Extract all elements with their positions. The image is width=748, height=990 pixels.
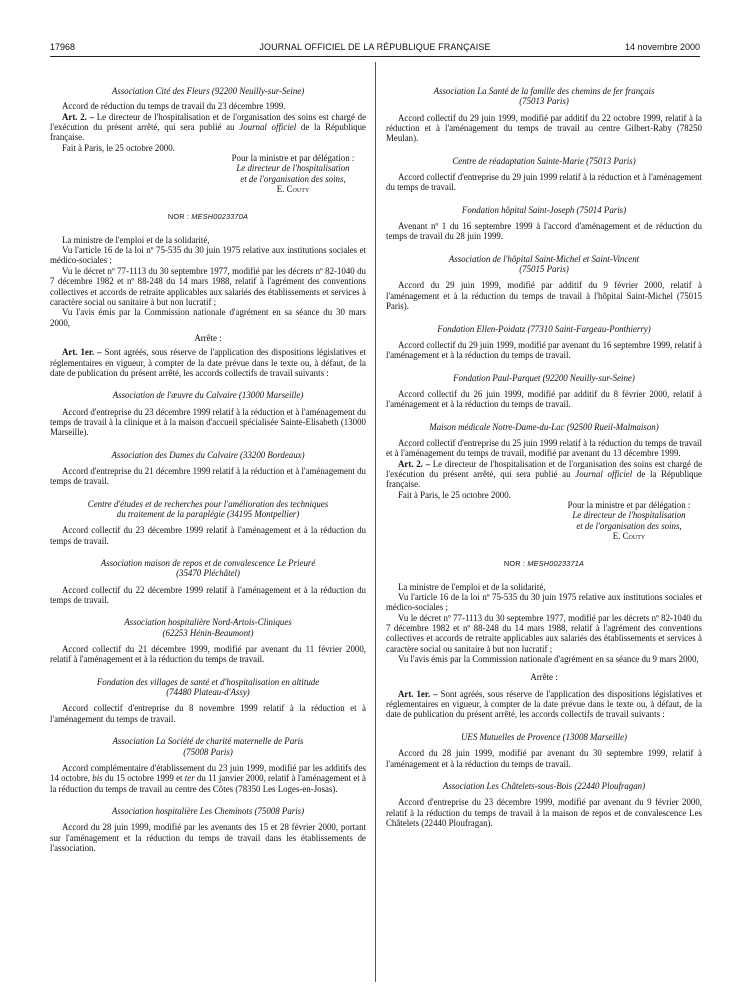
org-heading-line: (74480 Plateau-d'Assy) bbox=[166, 687, 250, 698]
org-heading: Fondation Ellen-Poidatz (77310 Saint-Fargeau-Ponthierry) bbox=[437, 323, 651, 334]
accord-text: Accord collectif du 29 juin 1999, modifié par avenant du 16 septembre 1999, relatif à l'aménagement et à la réduction du temps de travail. bbox=[386, 339, 702, 361]
nor-reference bbox=[386, 559, 702, 569]
arrete-heading: Arrête : bbox=[530, 672, 558, 683]
org-heading-line: (35470 Pléchâtel) bbox=[176, 568, 240, 579]
org-heading-line: Association La Société de charité maternelle de Paris bbox=[112, 736, 304, 747]
accord-text: Accord collectif du 26 juin 1999, modifié par additif du 8 février 2000, relatif à l'aménagement et à la réduction du temps de travail. bbox=[386, 388, 702, 410]
org-heading: Fondation Paul-Parquet (92200 Neuilly-sur-Seine) bbox=[453, 372, 635, 383]
org-heading: Fondation hôpital Saint-Joseph (75014 Paris) bbox=[461, 204, 627, 215]
nor-label: NOR : bbox=[167, 212, 192, 222]
signature-line: Pour la ministre et par délégation : bbox=[231, 153, 355, 164]
signatory-name: E. Couty bbox=[612, 531, 646, 541]
article-label: Art. 2. – bbox=[398, 458, 431, 469]
signature-line: Le directeur de l'hospitalisation bbox=[572, 510, 686, 521]
page-number: 17968 bbox=[50, 42, 76, 52]
org-heading-line: Centre d'études et de recherches pour l'amélioration des techniques bbox=[87, 498, 329, 509]
accord-text: Accord collectif d'entreprise du 8 novembre 1999 relatif à la réduction et à l'aménagement du temps de travail. bbox=[50, 703, 366, 724]
accord-text: Accord du 29 juin 1999, modifié par additif du 9 février 2000, relatif à l'aménagement et à la réduction du temps de travail à l'hôpital Saint-Michel (75015 Paris). bbox=[386, 280, 702, 312]
org-heading-line: Association La Santé de la famille des chemins de fer français bbox=[433, 86, 655, 96]
accord-text-part: du 11 janvier 2000, relatif à l'aménagement et à la réduction du temps de travail au centre des Côtes (78350 Les Loges-en-Josas). bbox=[50, 773, 366, 794]
org-heading: Maison médicale Notre-Dame-du-Lac (92500 Rueil-Malmaison) bbox=[429, 421, 659, 432]
org-heading: Association des Dames du Calvaire (33200 Bordeaux) bbox=[111, 449, 305, 460]
signature-block bbox=[556, 500, 702, 541]
signature-line: et de l'organisation des soins, bbox=[576, 520, 682, 531]
minister-line: La ministre de l'emploi et de la solidarité, bbox=[398, 581, 546, 592]
journal-title: JOURNAL OFFICIEL DE LA RÉPUBLIQUE FRANÇAISE bbox=[259, 42, 491, 52]
org-heading-line: Association hospitalière Nord-Artois-Cliniques bbox=[124, 617, 292, 628]
visa: Vu l'article 16 de la loi nº 75-535 du 30 juin 1975 relative aux institutions sociales et médico-sociales ; bbox=[386, 592, 702, 613]
visa: Vu le décret nº 77-1113 du 30 septembre 1977, modifié par les décrets nº 82-1040 du 7 décembre 1982 et nº 88-248 du 14 mars 1988, relatif à l'agrément des conventions collectives et accords de retraite applicables aux salariés des établissements et services à caractère social ou sanitaire à but non lucratif ; bbox=[386, 612, 702, 654]
org-heading: Association Cité des Fleurs (92200 Neuilly-sur-Seine) bbox=[111, 86, 305, 96]
org-heading bbox=[392, 254, 696, 275]
org-heading-line: (75008 Paris) bbox=[183, 746, 233, 757]
accord-text: Accord collectif du 29 juin 1999, modifié par additif du 22 octobre 1999, relatif à la réduction et à l'aménagement du temps de travail au centre Gilbert-Raby (78250 Meulan). bbox=[386, 112, 702, 144]
accord-text bbox=[50, 763, 366, 794]
article-2 bbox=[386, 459, 702, 490]
accord-text: Accord de réduction du temps de travail du 23 décembre 1999. bbox=[62, 101, 286, 112]
visa: Vu l'avis émis par la Commission nationale d'agrément en sa séance du 9 mars 2000, bbox=[398, 654, 699, 665]
nor-label: NOR : bbox=[503, 559, 528, 569]
article-text: de la République française. bbox=[50, 122, 366, 143]
accord-text: Accord collectif du 23 décembre 1999 relatif à l'aménagement et à la réduction du temps de travail. bbox=[50, 525, 366, 546]
visa: Vu l'avis émis par la Commission nationale d'agrément en sa séance du 30 mars 2000, bbox=[50, 307, 366, 328]
page-header bbox=[50, 41, 700, 53]
article-text: Le directeur de l'hospitalisation et de l'organisation des soins est chargé de l'exécution du présent arrêté, qui sera publié au bbox=[386, 458, 703, 479]
accord-text: Accord collectif d'entreprise du 29 juin 1999 relatif à la réduction et à l'aménagement du temps de travail. bbox=[386, 172, 702, 193]
done-at: Fait à Paris, le 25 octobre 2000. bbox=[398, 489, 511, 500]
accord-text: Accord du 28 juin 1999, modifié par avenant du 30 septembre 1999, relatif à l'aménagement et à la réduction du temps de travail. bbox=[386, 748, 702, 769]
left-column bbox=[50, 86, 366, 853]
accord-text: Avenant nº 1 du 16 septembre 1999 à l'accord d'aménagement et de réduction du temps de travail du 28 juin 1999. bbox=[386, 221, 702, 242]
right-column bbox=[386, 86, 702, 828]
org-heading bbox=[56, 736, 360, 757]
org-heading-line: (75013 Paris) bbox=[519, 96, 569, 107]
accord-text-italic: bis bbox=[92, 773, 103, 784]
org-heading: Association Les Châtelets-sous-Bois (22440 Ploufragan) bbox=[442, 780, 646, 791]
org-heading-line: Fondation des villages de santé et d'hospitalisation en altitude bbox=[96, 676, 320, 687]
accord-text: Accord collectif du 21 décembre 1999, modifié par avenant du 11 février 2000, relatif à l'aménagement et à la réduction du temps de travail. bbox=[50, 644, 366, 665]
visa: Vu le décret nº 77-1113 du 30 septembre 1977, modifié par les décrets nº 82-1040 du 7 décembre 1982 et nº 88-248 du 14 mars 1988, relatif à l'agrément des conventions collectives et accords de retraite applicables aux salariés des établissements et services à caractère social ou sanitaire à but non lucratif ; bbox=[50, 265, 366, 307]
article-text: Le directeur de l'hospitalisation et de l'organisation des soins est chargé de l'exécution du présent arrêté, qui sera publié au bbox=[50, 111, 367, 133]
signature-line: et de l'organisation des soins, bbox=[240, 173, 346, 184]
nor-reference bbox=[50, 212, 366, 222]
signature-line: Le directeur de l'hospitalisation bbox=[236, 163, 350, 174]
org-heading-line: (62253 Hénin-Beaumont) bbox=[162, 627, 254, 638]
org-heading bbox=[56, 558, 360, 579]
article-1 bbox=[386, 689, 702, 720]
arrete-heading: Arrête : bbox=[194, 332, 222, 343]
org-heading-line: (75015 Paris) bbox=[519, 264, 569, 275]
accord-text-italic: ter bbox=[184, 773, 195, 784]
signature-line: Pour la ministre et par délégation : bbox=[567, 499, 691, 510]
accord-text-part: du 15 octobre 1999 et bbox=[102, 773, 185, 784]
article-text: de la République française. bbox=[386, 468, 702, 490]
org-heading bbox=[56, 677, 360, 698]
org-heading-line: du traitement de la paraplégie (34195 Montpellier) bbox=[116, 509, 300, 519]
journal-ref: Journal officiel bbox=[239, 122, 297, 133]
visa: Vu l'article 16 de la loi nº 75-535 du 30 juin 1975 relative aux institutions sociales et médico-sociales ; bbox=[50, 245, 366, 266]
signature-block bbox=[220, 153, 366, 194]
header-rule bbox=[50, 56, 700, 57]
issue-date: 14 novembre 2000 bbox=[624, 42, 700, 52]
minister-line: La ministre de l'emploi et de la solidarité, bbox=[62, 234, 210, 245]
column-separator bbox=[375, 62, 376, 982]
article-text: Sont agréés, sous réserve de l'application des dispositions législatives et réglementaires en vigueur, à compter de la date prévue dans le texte ou, à défaut, de la date de publication du présent arrêté, les accords collectifs de travail suivants : bbox=[386, 688, 702, 720]
accord-text-part: Accord complémentaire d'établissement du 23 juin 1999, modifié par les additifs des 14 octobre, bbox=[50, 762, 366, 784]
org-heading: Centre de réadaptation Sainte-Marie (75013 Paris) bbox=[452, 155, 636, 166]
org-heading: Association hospitalière Les Cheminots (75008 Paris) bbox=[111, 805, 305, 816]
accord-text: Accord collectif du 22 décembre 1999 relatif à l'aménagement et à la réduction du temps de travail. bbox=[50, 584, 366, 606]
journal-ref: Journal officiel bbox=[575, 468, 633, 479]
article-1 bbox=[50, 347, 366, 378]
org-heading-line: Association de l'hôpital Saint-Michel et Saint-Vincent bbox=[448, 253, 640, 264]
org-heading bbox=[56, 499, 360, 520]
article-label: Art. 1er. – bbox=[62, 347, 102, 358]
article-text: Sont agréés, sous réserve de l'application des dispositions législatives et réglementaires en vigueur, à compter de la date prévue dans le texte ou, à défaut, de la date de publication du présent arrêté, les accords collectifs de travail suivants : bbox=[50, 347, 366, 378]
accord-text: Accord du 28 juin 1999, modifié par les avenants des 15 et 28 février 2000, portant sur l'aménagement et la réduction du temps de travail dans les établissements de l'association. bbox=[50, 822, 366, 853]
accord-text: Accord d'entreprise du 23 décembre 1999, modifié par avenant du 9 février 2000, relatif à la réduction du temps de travail à la maison de repos et de convalescence Les Châtelets (22440 Ploufragan). bbox=[386, 797, 702, 828]
accord-text: Accord collectif d'entreprise du 25 juin 1999 relatif à la réduction du temps de travail et à l'aménagement du temps de travail, modifié par avenant du 13 décembre 1999. bbox=[386, 437, 702, 459]
article-label: Art. 2. – bbox=[62, 111, 95, 122]
accord-text: Accord d'entreprise du 21 décembre 1999 relatif à la réduction et à l'aménagement du temps de travail. bbox=[50, 465, 366, 487]
article-2 bbox=[50, 112, 366, 143]
org-heading: Association de l'œuvre du Calvaire (13000 Marseille) bbox=[112, 390, 304, 401]
signatory-name: E. Couty bbox=[276, 184, 310, 195]
done-at: Fait à Paris, le 25 octobre 2000. bbox=[62, 142, 175, 153]
org-heading bbox=[392, 86, 696, 107]
article-label: Art. 1er. – bbox=[398, 688, 438, 699]
org-heading bbox=[56, 617, 360, 638]
accord-text: Accord d'entreprise du 23 décembre 1999 relatif à la réduction et à l'aménagement du temps de travail à la clinique et à la maison d'accueil spécialisée Sainte-Elisabeth (13000 Marseille). bbox=[50, 406, 366, 438]
org-heading: UES Mutuelles de Provence (13008 Marseille) bbox=[460, 731, 628, 742]
nor-code: MESH0023370A bbox=[191, 212, 249, 222]
org-heading-line: Association maison de repos et de convalescence Le Prieuré bbox=[100, 558, 316, 569]
nor-code: MESH0023371A bbox=[527, 559, 585, 569]
